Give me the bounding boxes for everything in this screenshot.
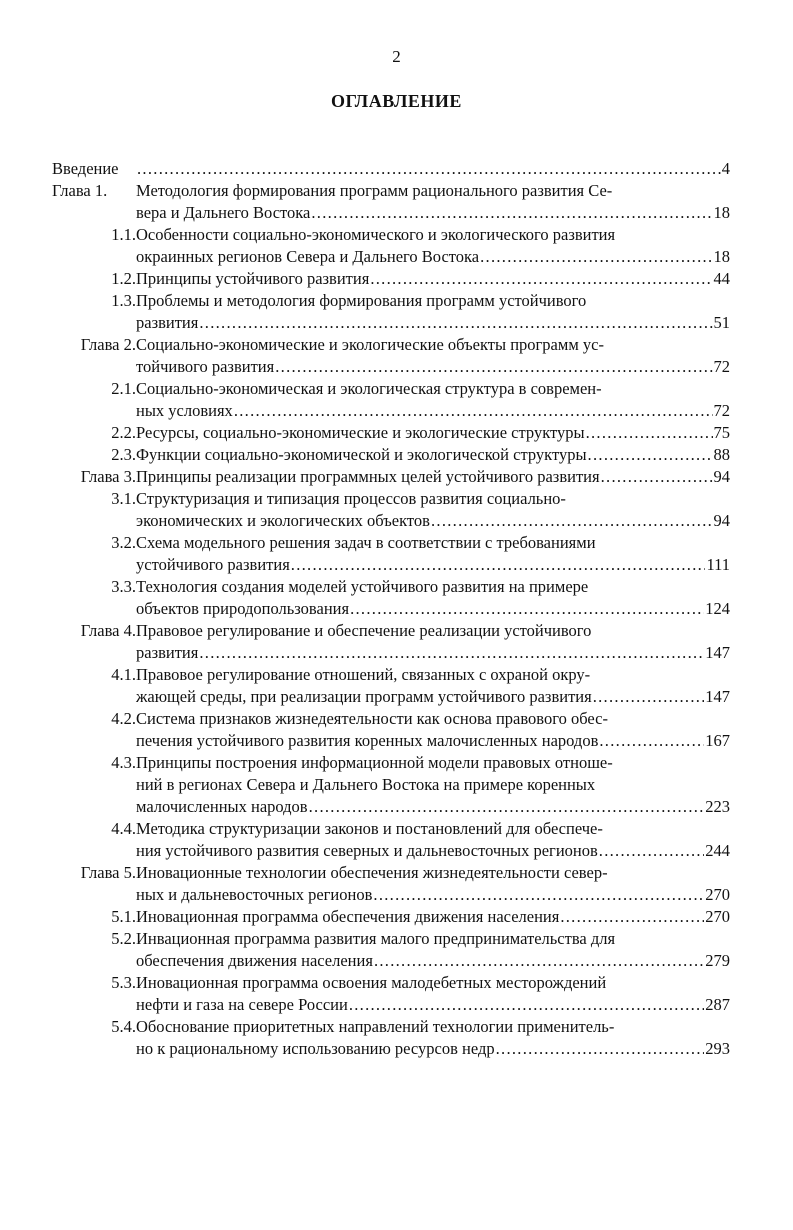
toc-entry-line [0,840,793,862]
dot-leader [373,884,704,906]
toc-entry-number: 2.2. [111,423,136,442]
toc-entry-title: но к рациональному использованию ресурсов недр [136,1039,495,1058]
toc-entry-line [0,1038,793,1060]
dot-leader [601,466,713,488]
toc-entry-line [0,202,793,224]
toc-entry-line [0,862,793,884]
toc-entry-title: Иновационная программа освоения малодебетных месторождений [136,973,607,992]
page-number: 2 [392,47,401,66]
toc-entry-number: 3.3. [111,577,136,596]
dot-leader [560,906,704,928]
dot-leader [431,510,713,532]
page-title: ОГЛАВЛЕНИЕ [331,91,462,111]
toc-entry-page: 94 [713,511,730,530]
toc-entry-line [0,554,793,576]
toc-entry-line [0,488,793,510]
dot-leader [586,422,713,444]
toc-entry-line [0,224,793,246]
toc-entry-title: Инвационная программа развития малого предпринимательства для [136,929,616,948]
dot-leader [480,246,712,268]
toc-entry-title: печения устойчивого развития коренных малочисленных народов [136,731,599,750]
toc-entry-page: 293 [705,1039,730,1058]
toc-entry-line [0,686,793,708]
toc-entry-line [0,708,793,730]
toc-entry[interactable] [0,1016,793,1060]
toc-entry-title: вера и Дальнего Востока [136,203,311,222]
toc-entry-line [0,620,793,642]
toc-entry-page: 147 [705,687,730,706]
toc-entry-number: 1.2. [111,269,136,288]
toc-entry-number: 3.2. [111,533,136,552]
toc-entry-page: 72 [713,357,730,376]
toc-entry[interactable] [0,268,793,290]
toc-entry-title: ния устойчивого развития северных и дальневосточных регионов [136,841,598,860]
toc-entry-line [0,928,793,950]
dot-leader [349,994,704,1016]
toc-entry-line [0,400,793,422]
toc-entry-line [0,466,793,488]
toc-entry-title: ных условиях [136,401,233,420]
toc-entry-title: Принципы построения информационной модели правовых отноше- [136,753,613,772]
toc-entry-line [0,730,793,752]
toc-entry-line [0,598,793,620]
toc-entry-line [0,378,793,400]
dot-leader [137,158,721,180]
toc-entry-line [0,246,793,268]
toc-entry-number: Введение [52,159,119,178]
toc-entry-number: 4.3. [111,753,136,772]
toc-entry-page: 270 [705,907,730,926]
toc-entry-number: 4.4. [111,819,136,838]
toc-entry[interactable] [0,224,793,268]
toc-entry[interactable] [0,444,793,466]
toc-entry-line [0,422,793,444]
toc-entry-line [0,312,793,334]
toc-entry-title: ний в регионах Севера и Дальнего Востока на примере коренных [136,775,596,794]
toc-entry-title: развития [136,643,199,662]
dot-leader [309,796,705,818]
dot-leader [593,686,705,708]
toc-entry-number: Глава 4. [80,621,136,640]
toc-entry-number: 2.1. [111,379,136,398]
toc-entry-title: жающей среды, при реализации программ устойчивого развития [136,687,592,706]
toc-entry-number: 4.2. [111,709,136,728]
toc-entry[interactable] [0,158,793,180]
toc-entry-page: 270 [705,885,730,904]
toc-entry-page: 124 [705,599,730,618]
toc-entry-line [0,268,793,290]
toc-entry[interactable] [0,488,793,532]
toc-entry-number: Глава 3. [80,467,136,486]
toc-entry-page: 147 [705,643,730,662]
toc-entry[interactable] [0,620,793,664]
toc-entry[interactable] [0,708,793,752]
toc-entry-number: 5.3. [111,973,136,992]
toc-entry-number: 1.3. [111,291,136,310]
toc-entry-title: Принципы устойчивого развития [136,269,370,288]
toc-entry-page: 88 [713,445,730,464]
toc-entry[interactable] [0,576,793,620]
toc-entry-line [0,818,793,840]
toc-entry-page: 75 [713,423,730,442]
toc-entry[interactable] [0,532,793,576]
toc-entry-title: Иновационная программа обеспечения движения населения [136,907,560,926]
toc-entry-number: 5.1. [111,907,136,926]
toc-entry-line [0,290,793,312]
dot-leader [599,840,704,862]
toc-entry[interactable] [0,752,793,818]
toc-entry-line [0,576,793,598]
table-of-contents [0,158,793,1060]
toc-entry-page: 287 [705,995,730,1014]
toc-entry-title: Особенности социально-экономического и экологического развития [136,225,616,244]
toc-entry-number: 5.2. [111,929,136,948]
toc-entry-title: развития [136,313,199,332]
toc-entry-title: обеспечения движения населения [136,951,373,970]
toc-entry[interactable] [0,290,793,334]
toc-entry-page: 111 [706,555,730,574]
toc-entry-title: окраинных регионов Севера и Дальнего Востока [136,247,480,266]
toc-entry[interactable] [0,180,793,224]
toc-entry-line [0,444,793,466]
toc-entry[interactable] [0,664,793,708]
toc-entry[interactable] [0,378,793,422]
dot-leader [311,202,712,224]
toc-entry-title: Методика структуризации законов и постановлений для обеспече- [136,819,603,838]
toc-entry-title: объектов природопользования [136,599,350,618]
toc-entry-line [0,796,793,818]
toc-entry-line [0,510,793,532]
toc-entry-title: устойчивого развития [136,555,290,574]
toc-entry-title: Принципы реализации программных целей устойчивого развития [136,467,600,486]
toc-entry-title: Обоснование приоритетных направлений технологии применитель- [136,1017,615,1036]
toc-entry-line [0,994,793,1016]
toc-entry[interactable] [0,466,793,488]
toc-entry[interactable] [0,972,793,1016]
toc-entry-number: Глава 2. [80,335,136,354]
toc-entry[interactable] [0,422,793,444]
toc-entry-line [0,774,793,796]
toc-entry[interactable] [0,862,793,906]
toc-entry-line [0,532,793,554]
dot-leader [291,554,706,576]
dot-leader [370,268,712,290]
toc-entry-line [0,884,793,906]
toc-entry-title: Ресурсы, социально-экономические и экологические структуры [136,423,585,442]
toc-entry-title: Социально-экономическая и экологическая структура в современ- [136,379,602,398]
toc-entry-title: Технология создания моделей устойчивого развития на примере [136,577,589,596]
toc-entry-page: 51 [713,313,730,332]
toc-entry-page: 18 [713,203,730,222]
toc-entry-page: 167 [705,731,730,750]
toc-entry[interactable] [0,928,793,972]
toc-entry-title: Система признаков жизнедеятельности как основа правового обес- [136,709,608,728]
toc-entry-number: Глава 5. [80,863,136,882]
toc-entry-title: Правовое регулирование и обеспечение реализации устойчивого [136,621,592,640]
toc-entry-line [0,356,793,378]
toc-entry-line [0,1016,793,1038]
toc-entry-page: 223 [705,797,730,816]
toc-entry-line [0,334,793,356]
toc-entry-title: Проблемы и методология формирования программ устойчивого [136,291,587,310]
toc-entry-line [0,180,793,202]
dot-leader [374,950,704,972]
toc-entry-title: тойчивого развития [136,357,275,376]
toc-entry-line [0,158,793,180]
dot-leader [199,642,704,664]
toc-entry-page: 72 [713,401,730,420]
toc-entry-number: 5.4. [111,1017,136,1036]
toc-entry-page: 4 [721,159,730,178]
toc-entry-title: Иновационные технологии обеспечения жизнедеятельности север- [136,863,608,882]
dot-leader [496,1038,705,1060]
toc-entry-page: 94 [713,467,730,486]
toc-entry[interactable] [0,818,793,862]
toc-entry-page: 18 [713,247,730,266]
toc-entry-page: 279 [705,951,730,970]
toc-entry[interactable] [0,906,793,928]
toc-entry-line [0,752,793,774]
toc-entry-title: Функции социально-экономической и экологической структуры [136,445,587,464]
toc-entry[interactable] [0,334,793,378]
toc-entry-number: 2.3. [111,445,136,464]
dot-leader [588,444,713,466]
toc-entry-line [0,906,793,928]
toc-entry-title: малочисленных народов [136,797,308,816]
dot-leader [350,598,704,620]
toc-entry-title: экономических и экологических объектов [136,511,430,530]
dot-leader [199,312,712,334]
dot-leader [234,400,713,422]
toc-entry-number: 4.1. [111,665,136,684]
toc-entry-number: 3.1. [111,489,136,508]
dot-leader [599,730,704,752]
toc-entry-line [0,664,793,686]
toc-entry-title: Правовое регулирование отношений, связанных с охраной окру- [136,665,591,684]
toc-entry-title: Структуризация и типизация процессов развития социально- [136,489,566,508]
toc-entry-number: Глава 1. [52,181,108,200]
toc-entry-line [0,642,793,664]
toc-entry-title: нефти и газа на севере России [136,995,348,1014]
toc-entry-line [0,972,793,994]
toc-entry-title: Схема модельного решения задач в соответствии с требованиями [136,533,596,552]
toc-entry-page: 44 [713,269,730,288]
toc-entry-title: Методология формирования программ рационального развития Се- [136,181,613,200]
toc-entry-title: Социально-экономические и экологические объекты программ ус- [136,335,604,354]
dot-leader [275,356,712,378]
toc-entry-title: ных и дальневосточных регионов [136,885,373,904]
toc-entry-page: 244 [705,841,730,860]
toc-entry-number: 1.1. [111,225,136,244]
toc-entry-line [0,950,793,972]
